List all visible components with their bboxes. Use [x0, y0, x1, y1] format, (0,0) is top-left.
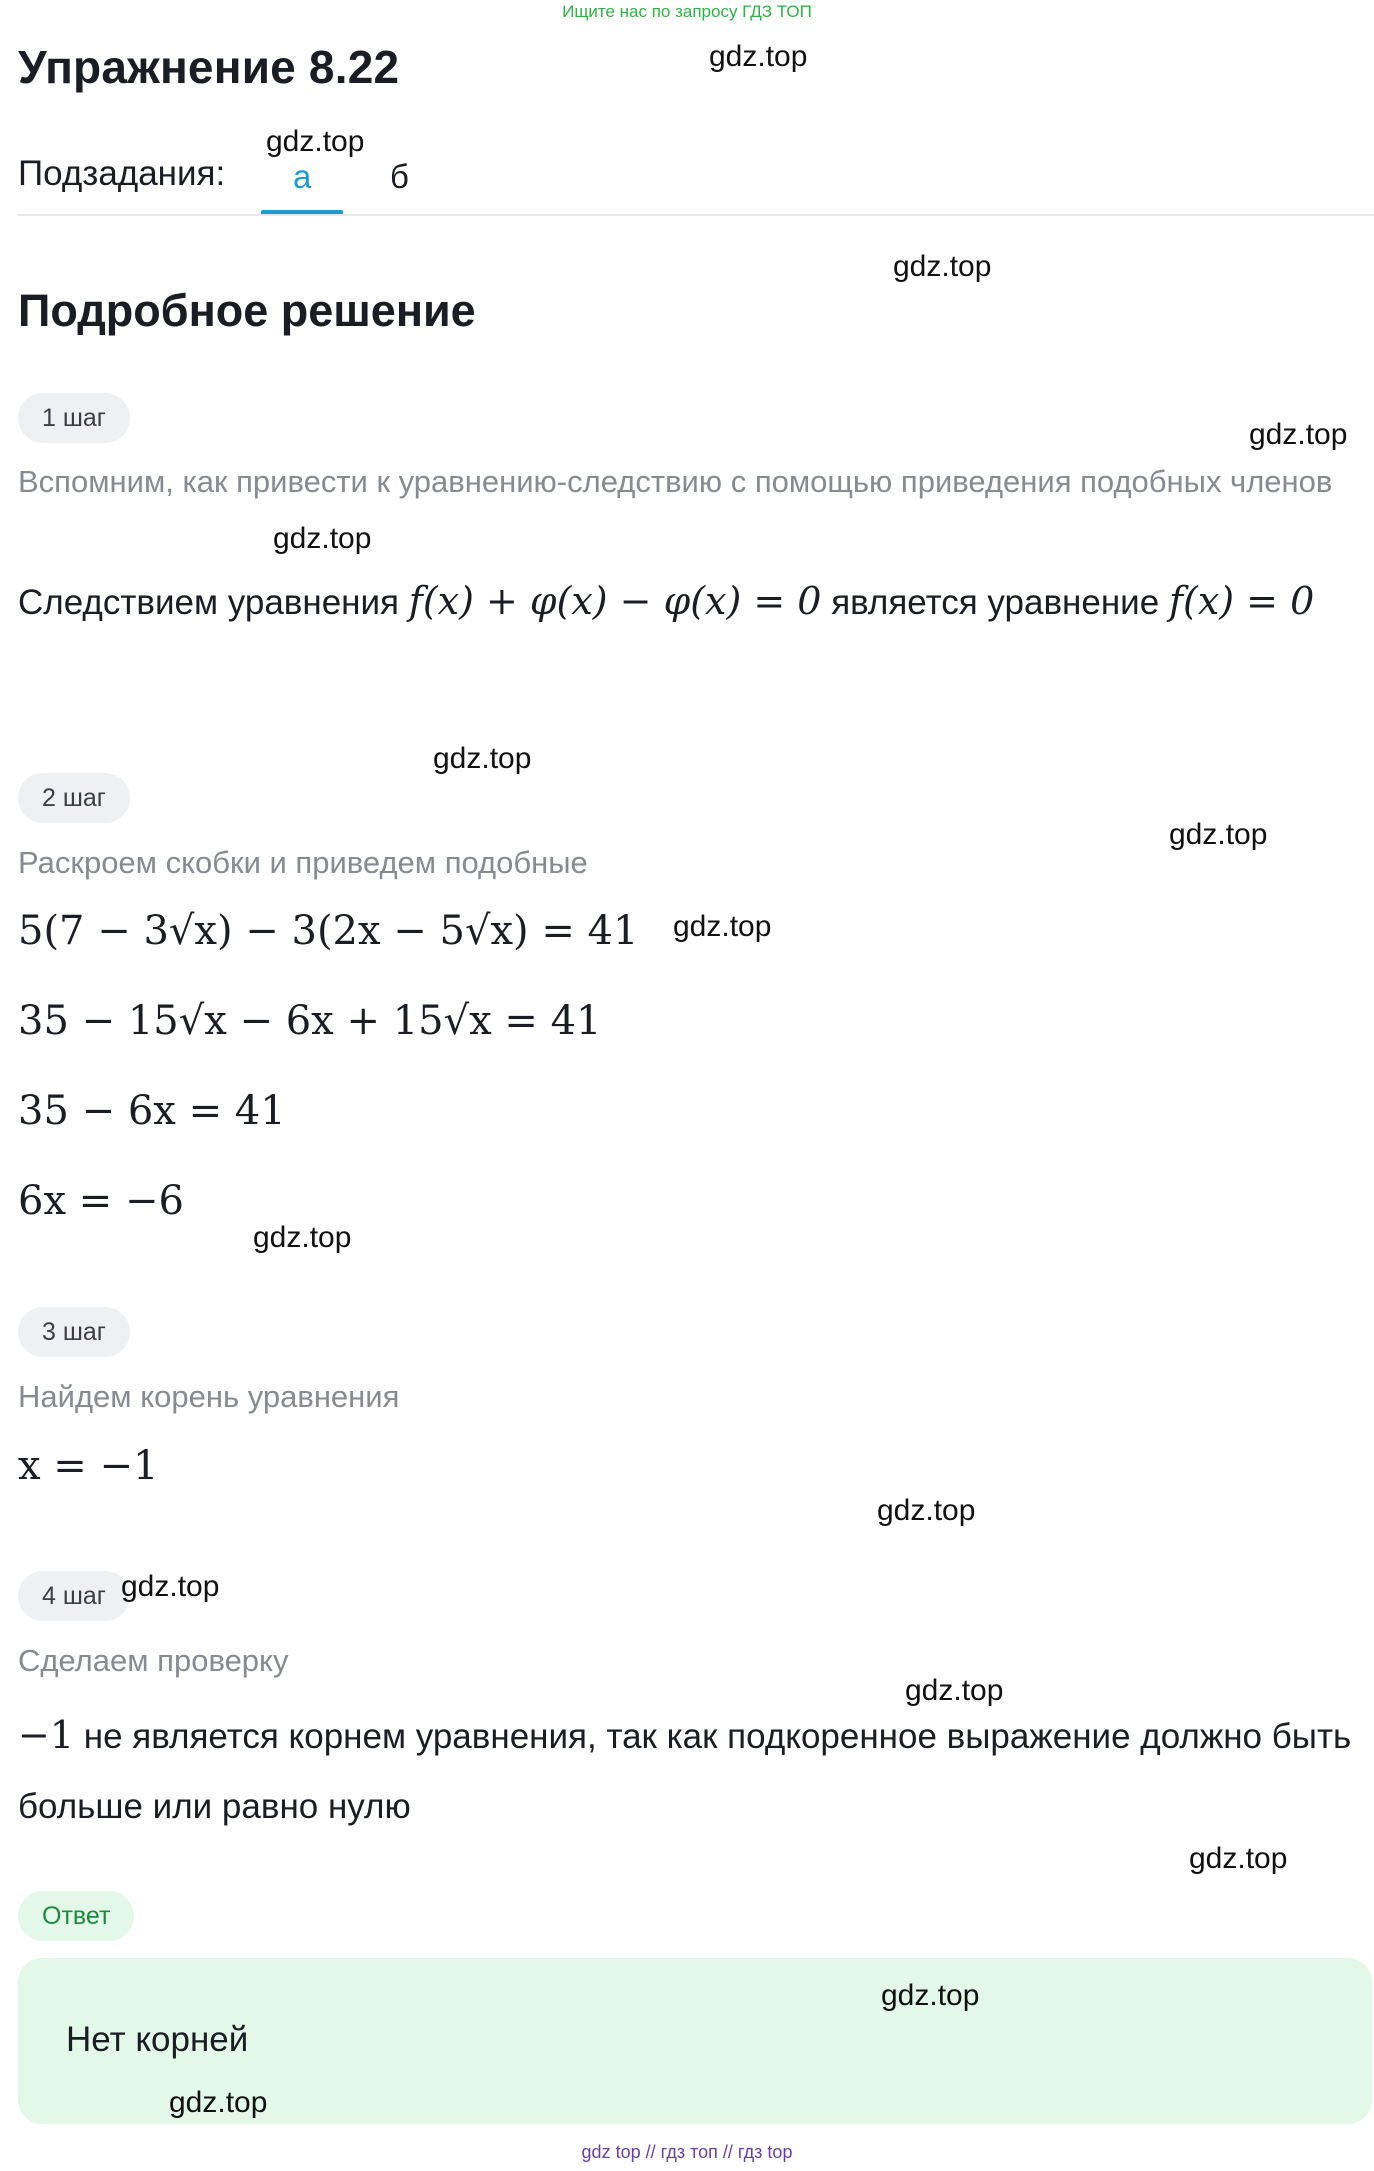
step-1-formula-1: f(x) + φ(x) − φ(x) = 0: [408, 579, 822, 623]
step-4-text: [18, 1700, 1368, 1842]
watermark: gdz.top: [433, 742, 532, 775]
watermark: gdz.top: [881, 1979, 980, 2012]
watermark: gdz.top: [1189, 1842, 1288, 1875]
divider: [18, 214, 1374, 216]
answer-text: Нет корней: [66, 2020, 249, 2059]
watermark: gdz.top: [121, 1570, 220, 1603]
watermark: gdz.top: [1169, 818, 1268, 851]
watermark: gdz.top: [709, 40, 808, 73]
tab-subtask-a[interactable]: а: [293, 158, 312, 195]
step-3-badge: 3 шаг: [18, 1307, 130, 1357]
step-3-equation-1: x = −1: [18, 1443, 159, 1489]
subtasks-label: Подзадания:: [18, 154, 226, 193]
step-2-equation-1: 5(7 − 3√x) − 3(2x − 5√x) = 41: [18, 908, 639, 954]
watermark: gdz.top: [169, 2086, 268, 2119]
step-4-value: −1: [18, 1713, 75, 1757]
step-1-badge: 1 шаг: [18, 393, 130, 443]
step-1-text-prefix: Следствием уравнения: [18, 583, 400, 622]
tab-subtask-b[interactable]: б: [390, 158, 409, 195]
footer-links: gdz top // гдз топ // гдз top: [581, 2142, 793, 2162]
step-1-text: [18, 566, 1368, 638]
watermark: gdz.top: [893, 250, 992, 283]
watermark: gdz.top: [266, 125, 365, 158]
step-2-equation-4: 6x = −6: [18, 1178, 184, 1224]
step-4-badge: 4 шаг: [18, 1571, 130, 1621]
watermark: gdz.top: [877, 1494, 976, 1527]
watermark: gdz.top: [905, 1674, 1004, 1707]
step-4-text-body: не является корнем уравнения, так как подкоренное выражение должно быть больше или равно нулю: [18, 1717, 1352, 1826]
page-title: Упражнение 8.22: [18, 41, 400, 93]
step-1-text-middle: является уравнение: [831, 583, 1160, 622]
watermark: gdz.top: [673, 910, 772, 943]
answer-badge: Ответ: [18, 1891, 134, 1941]
watermark: gdz.top: [1249, 418, 1348, 451]
step-3-hint: Найдем корень уравнения: [18, 1379, 400, 1414]
watermark: gdz.top: [253, 1221, 352, 1254]
step-2-hint: Раскроем скобки и приведем подобные: [18, 845, 588, 880]
step-2-equation-3: 35 − 6x = 41: [18, 1088, 286, 1134]
step-2-badge: 2 шаг: [18, 773, 130, 823]
step-1-formula-2: f(x) = 0: [1168, 579, 1315, 623]
top-notice: Ищите нас по запросу ГДЗ ТОП: [562, 2, 812, 21]
step-4-hint: Сделаем проверку: [18, 1643, 289, 1678]
section-title: Подробное решение: [18, 285, 476, 336]
watermark: gdz.top: [273, 522, 372, 555]
step-2-equation-2: 35 − 15√x − 6x + 15√x = 41: [18, 998, 602, 1044]
step-1-hint: Вспомним, как привести к уравнению-следствию с помощью приведения подобных членов: [18, 464, 1333, 499]
